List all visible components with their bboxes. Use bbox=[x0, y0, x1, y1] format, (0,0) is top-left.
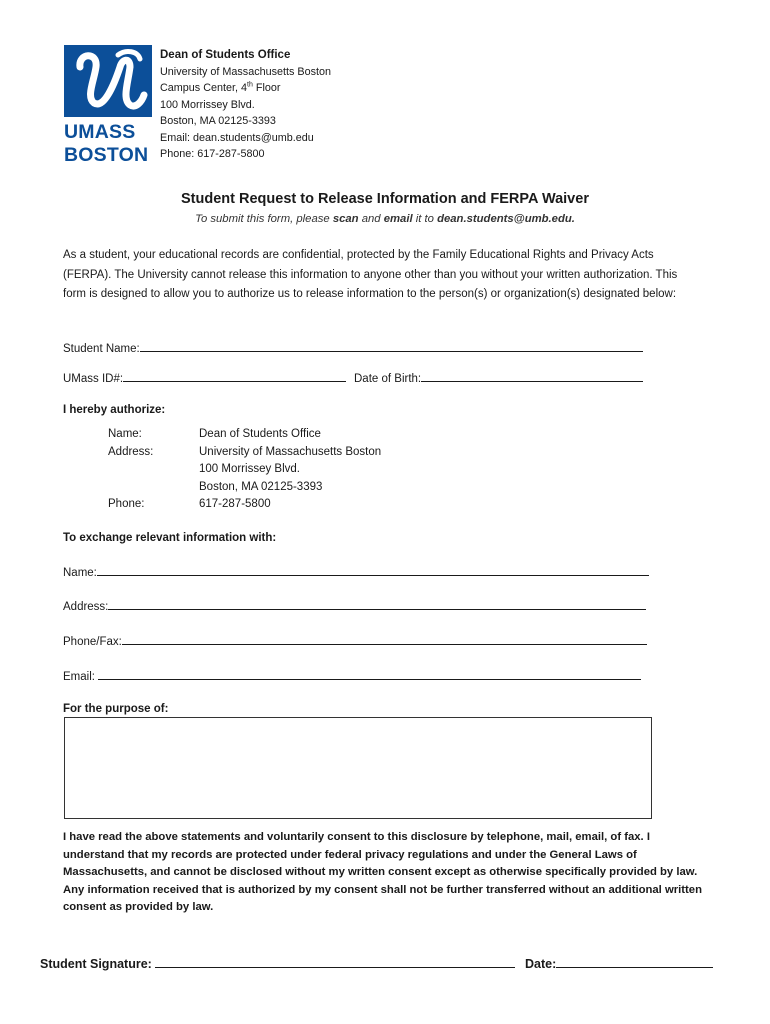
logo-text-boston: BOSTON bbox=[64, 144, 149, 166]
student-signature-field[interactable]: Student Signature: bbox=[40, 955, 515, 971]
consent-statement: I have read the above statements and voluntarily consent to this disclosure by telephone, mail, email, of fax. I understand that my records are protected under federal privacy regulations and under the General Laws of Massachusetts, and cannot be disclosed without my written consent except as otherwise specifically provided by law. Any information received that is authorized by my consent shall not be further transferred without an additional written consent as provided by law. bbox=[63, 831, 702, 913]
purpose-heading: For the purpose of: bbox=[63, 703, 169, 715]
recipient-name-field[interactable]: Name: bbox=[63, 563, 649, 579]
recipient-email-field[interactable]: Email: bbox=[63, 667, 641, 683]
signature-date-field[interactable]: Date: bbox=[525, 955, 713, 971]
date-of-birth-field[interactable]: Date of Birth: bbox=[354, 369, 643, 385]
campus-floor: Campus Center, 4th Floor bbox=[160, 81, 281, 94]
umass-logo-mark bbox=[64, 45, 152, 117]
authorize-labels: Name: Address: Phone: bbox=[108, 428, 154, 510]
exchange-heading: To exchange relevant information with: bbox=[63, 532, 277, 544]
contact-block bbox=[160, 47, 331, 163]
form-title: Student Request to Release Information and FERPA Waiver bbox=[181, 191, 589, 207]
authorize-values: Dean of Students Office University of Massachusetts Boston 100 Morrissey Blvd. Boston, MA 02125-3393 617-287-5800 bbox=[199, 428, 382, 510]
umass-id-field[interactable]: UMass ID#: bbox=[63, 369, 346, 385]
contact-phone: Phone: 617-287-5800 bbox=[160, 148, 265, 160]
office-name: Dean of Students Office bbox=[160, 49, 291, 61]
form-subtitle: To submit this form, please scan and email it to dean.students@umb.edu. bbox=[195, 213, 575, 225]
script-u-icon bbox=[64, 45, 152, 117]
logo-text-umass: UMASS bbox=[64, 121, 136, 143]
city-address: Boston, MA 02125-3393 bbox=[160, 115, 276, 127]
recipient-address-field[interactable]: Address: bbox=[63, 597, 646, 613]
contact-email: Email: dean.students@umb.edu bbox=[160, 131, 314, 144]
street-address: 100 Morrissey Blvd. bbox=[160, 98, 255, 111]
recipient-phone-field[interactable]: Phone/Fax: bbox=[63, 632, 647, 648]
university-name: University of Massachusetts Boston bbox=[160, 65, 332, 78]
student-name-field[interactable]: Student Name: bbox=[63, 339, 643, 355]
intro-paragraph: As a student, your educational records are confidential, protected by the Family Educational Rights and Privacy Acts (FERPA). The University cannot release this information to anyone other than you without your written authorization. This form is designed to allow you to authorize us to release information to the person(s) or organization(s) designated below: bbox=[63, 249, 678, 300]
authorize-heading: I hereby authorize: bbox=[63, 404, 166, 416]
purpose-textarea[interactable] bbox=[64, 717, 652, 819]
